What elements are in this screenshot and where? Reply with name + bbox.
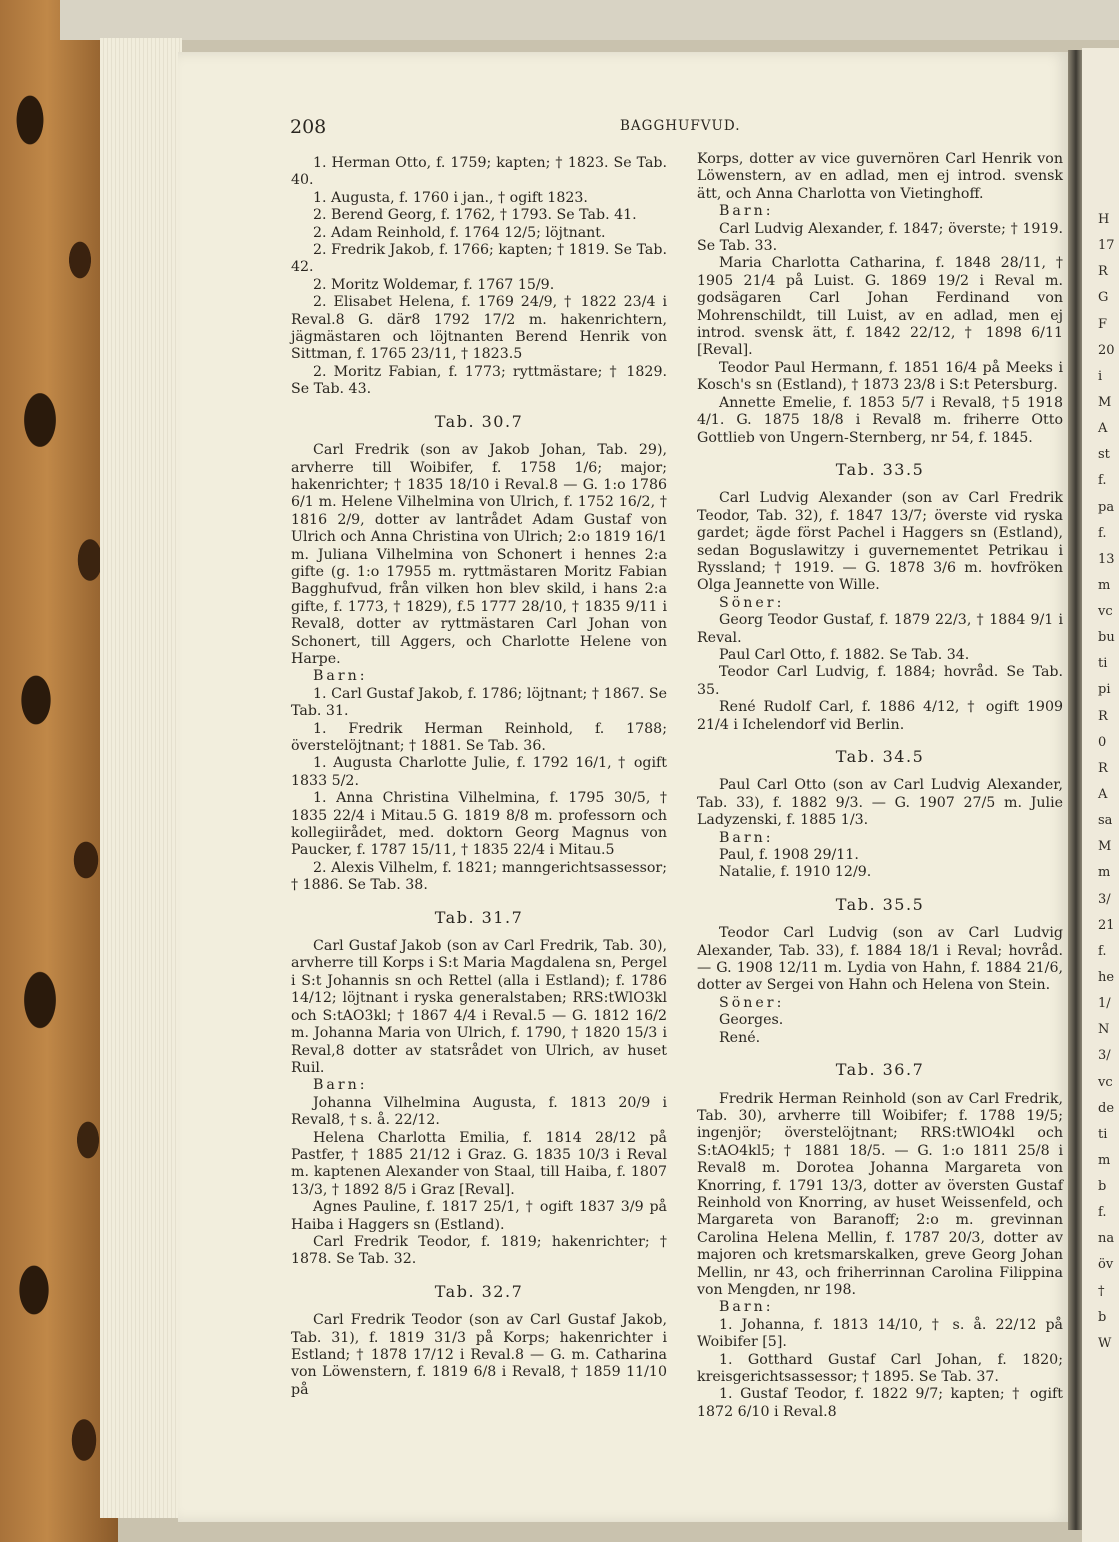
entry-paragraph: 1. Augusta Charlotte Julie, f. 1792 16/1, † ogift 1833 5/2. <box>291 755 667 789</box>
right-page-edge <box>1082 48 1119 1542</box>
entry-paragraph: 1. Fredrik Herman Reinhold, f. 1788; överstelöjtnant; † 1881. Se Tab. 36. <box>291 720 667 754</box>
right-page-fragment: R <box>1098 708 1108 724</box>
right-page-fragment: f. <box>1098 473 1107 489</box>
background-strip <box>60 0 1119 40</box>
right-page-fragment: 20 <box>1098 342 1115 358</box>
entry-paragraph: Teodor Carl Ludvig, f. 1884; hovråd. Se Tab. 35. <box>697 664 1063 698</box>
right-page-fragment: pi <box>1098 682 1111 698</box>
entry-paragraph: 2. Alexis Vilhelm, f. 1821; manngerichtsassessor; † 1886. Se Tab. 38. <box>291 859 667 894</box>
children-label: Barn: <box>313 1077 368 1094</box>
table-heading: Tab. 35.5 <box>835 894 925 914</box>
entry-paragraph: Carl Fredrik (son av Jakob Johan, Tab. 29), arvherre till Woibifer, f. 1758 1/6; major; hakenrichter; † 1835 18/10 i Reval.8 — G. 1:o 1786 6/1 m. Helene Vilhelmina von Ulrich, f. 1752 16/2, † 1816 2/9, dotter av lantrådet Adam Gustaf von Ulrich och Anna Christina von Ulrich; 2:o 1819 16/1 m. Juliana Vilhelmina von Schonert i hennes 2:a gifte (g. 1:o 17955 m. ryttmästaren Moritz Fabian Bagghufvud, från vilken hon blev skild, i hans 2:a gifte, f. 1773, † 1829), f.5 1777 28/10, † 1835 9/11 i Reval8, dotter av ryttmästaren Carl Johan von Schonert, till Aggers, och Charlotte Helene von Harpe. <box>291 442 667 667</box>
right-page-fragment: m <box>1098 1152 1111 1168</box>
right-page-fragment: 13 <box>1098 551 1115 567</box>
entry-paragraph: René Rudolf Carl, f. 1886 4/12, † ogift 1909 21/4 i Ichelendorf vid Berlin. <box>697 699 1063 733</box>
entry-paragraph: 1. Carl Gustaf Jakob, f. 1786; löjtnant; † 1867. Se Tab. 31. <box>291 685 667 720</box>
right-page-fragment: W <box>1098 1335 1112 1351</box>
page-number: 208 <box>290 116 327 138</box>
right-page-fragment: 21 <box>1098 917 1115 933</box>
right-page-fragment: M <box>1098 394 1112 410</box>
entry-paragraph: René. <box>719 1029 761 1046</box>
entry-paragraph: Carl Fredrik Teodor, f. 1819; hakenrichter; † 1878. Se Tab. 32. <box>291 1233 667 1268</box>
right-page-fragment: he <box>1098 969 1115 985</box>
right-page-fragment: H <box>1098 212 1110 227</box>
right-page-fragment: vc <box>1098 604 1113 620</box>
entry-paragraph: 1. Herman Otto, f. 1759; kapten; † 1823. Se Tab. 40. <box>291 155 667 189</box>
entry-paragraph: Fredrik Herman Reinhold (son av Carl Fredrik, Tab. 30), arvherre till Woibifer; f. 1788 19/5; ingenjör; överstelöjtnant; RRS:tWlO4kl och S:tAO4kl5; † 1881 18/5. — G. 1:o 1811 25/8 i Reval8 m. Dorotea Johanna Margareta von Knorring, f. 1791 13/3, dotter av översten Gustaf Reinhold von Knorring, av huset Weissenfeld, och Margareta von Baranoff; 2:o m. grevinnan Carolina Helena Mellin, f. 1787 20/3, dotter av majoren och kretsmarskalken, greve Georg Johan Mellin, nr 43, och friherrinnan Carolina Filippina von Mengden, nr 198. <box>697 1090 1063 1298</box>
table-heading: Tab. 32.7 <box>434 1281 524 1301</box>
right-page-fragment: A <box>1098 421 1108 437</box>
right-page-fragment: M <box>1098 839 1112 855</box>
right-page-fragment: na <box>1098 1231 1115 1247</box>
right-page-fragment: 3/ <box>1098 891 1111 907</box>
left-column <box>291 155 667 1399</box>
table-heading: Tab. 34.5 <box>835 747 925 766</box>
entry-paragraph: 2. Fredrik Jakob, f. 1766; kapten; † 1819. Se Tab. 42. <box>291 242 667 276</box>
entry-paragraph: Paul Carl Otto, f. 1882. Se Tab. 34. <box>719 646 970 663</box>
right-page-fragment: 3/ <box>1098 1048 1111 1064</box>
entry-paragraph: 2. Moritz Woldemar, f. 1767 15/9. <box>313 276 555 293</box>
entry-paragraph: Annette Emelie, f. 1853 5/7 i Reval8, †5 1918 4/1. G. 1875 18/8 i Reval8 m. friherre Otto Gottlieb von Ungern-Sternberg, nr 54, f. 1845. <box>697 394 1063 446</box>
children-label: Barn: <box>719 203 774 220</box>
entry-paragraph: 1. Augusta, f. 1760 i jan., † ogift 1823. <box>313 189 588 206</box>
right-page-fragment: ti <box>1098 656 1108 672</box>
entry-paragraph: Korps, dotter av vice guvernören Carl Henrik von Löwenstern, av en adlad, men ej introd. svensk ätt, och Anna Charlotta von Vietinghoff. <box>697 151 1063 202</box>
right-page-fragment: G <box>1098 290 1109 306</box>
table-heading: Tab. 31.7 <box>434 907 524 927</box>
children-label: Söner: <box>719 994 785 1011</box>
right-page-fragment: öv <box>1098 1257 1114 1273</box>
children-label: Barn: <box>313 668 368 685</box>
entry-paragraph: Paul, f. 1908 29/11. <box>719 847 859 864</box>
entry-paragraph: Teodor Paul Hermann, f. 1851 16/4 på Meeks i Kosch's sn (Estland), † 1873 23/8 i S:t Petersburg. <box>697 359 1063 394</box>
table-heading: Tab. 36.7 <box>835 1060 925 1080</box>
entry-paragraph: 1. Gustaf Teodor, f. 1822 9/7; kapten; † ogift 1872 6/10 i Reval.8 <box>697 1386 1063 1420</box>
entry-paragraph: Maria Charlotta Catharina, f. 1848 28/11, † 1905 21/4 på Luist. G. 1869 19/2 i Reval m. godsägaren Carl Johan Ferdinand von Mohrenschildt, till Luist, av en adlad, men ej introd. svensk ätt, f. 1842 22/12, † 1898 6/11 [Reval]. <box>697 255 1063 359</box>
right-page-fragment: † <box>1098 1283 1105 1299</box>
entry-paragraph: Paul Carl Otto (son av Carl Ludvig Alexander, Tab. 33), f. 1882 9/3. — G. 1907 27/5 m. Julie Ladyzenski, f. 1885 1/3. <box>697 777 1063 829</box>
entry-paragraph: Johanna Vilhelmina Augusta, f. 1813 20/9 i Reval8, † s. å. 22/12. <box>291 1094 667 1129</box>
right-page-fragment: b <box>1098 1309 1107 1325</box>
right-page-fragment: A <box>1098 787 1108 802</box>
entry-paragraph: Georges. <box>719 1012 784 1029</box>
right-page-fragment: sa <box>1098 813 1113 829</box>
entry-paragraph: Helena Charlotta Emilia, f. 1814 28/12 på Pastfer, † 1885 21/12 i Graz. G. 1835 10/3 i Reval m. kaptenen Alexander von Staal, till Haiba, f. 1807 13/3, † 1892 8/5 i Graz [Reval]. <box>291 1129 667 1198</box>
entry-paragraph: Natalie, f. 1910 12/9. <box>719 864 872 881</box>
right-page-fragment: f. <box>1098 943 1107 959</box>
right-page-fragment: N <box>1098 1022 1110 1038</box>
right-page-fragment: st <box>1098 447 1110 463</box>
children-label: Barn: <box>719 829 774 846</box>
entry-paragraph: 1. Johanna, f. 1813 14/10, † s. å. 22/12 på Woibifer [5]. <box>697 1316 1063 1351</box>
entry-paragraph: Carl Gustaf Jakob (son av Carl Fredrik, Tab. 30), arvherre till Korps i S:t Maria Magdalena sn, Pergel i S:t Johannis sn och Rettel (alla i Estland); f. 1786 14/12; löjtnant i ryska generalstaben; RRS:tWlO3kl och S:tAO3kl; † 1867 4/4 i Reval.5 — G. 1812 16/2 m. Johanna Maria von Ulrich, f. 1790, † 1820 15/3 i Reval,8 dotter av statsrådet von Ulrich, av huset Ruil. <box>291 938 667 1076</box>
entry-paragraph: 1. Gotthard Gustaf Carl Johan, f. 1820; kreisgerichtsassessor; † 1895. Se Tab. 37. <box>697 1351 1063 1385</box>
entry-paragraph: 2. Elisabet Helena, f. 1769 24/9, † 1822 23/4 i Reval.8 G. där8 1792 17/2 m. hakenrichtern, jägmästaren och löjtnanten Berend Henrik von Sittman, f. 1765 23/11, † 1823.5 <box>291 294 667 363</box>
right-page-fragment: m <box>1098 577 1111 593</box>
page-edges <box>100 38 182 1518</box>
entry-paragraph: 2. Moritz Fabian, f. 1773; ryttmästare; † 1829. Se Tab. 43. <box>291 363 667 398</box>
right-page-fragment: pa <box>1098 499 1115 515</box>
right-page-fragment: ti <box>1098 1126 1108 1142</box>
right-page-fragment: i <box>1098 368 1103 384</box>
right-page-fragment: F <box>1098 316 1108 332</box>
right-page-fragment: f. <box>1098 1205 1107 1221</box>
children-label: Söner: <box>719 594 785 611</box>
right-page-fragment: b <box>1098 1179 1107 1195</box>
entry-paragraph: Georg Teodor Gustaf, f. 1879 22/3, † 1884 9/1 i Reval. <box>697 612 1063 646</box>
right-page-fragment: bu <box>1098 630 1115 646</box>
entry-paragraph: 2. Adam Reinhold, f. 1764 12/5; löjtnant. <box>313 224 606 241</box>
right-page-fragment: m <box>1098 865 1111 881</box>
right-page-fragment: de <box>1098 1100 1115 1116</box>
right-page-fragment: f. <box>1098 525 1107 541</box>
right-page-fragment: R <box>1098 760 1108 776</box>
running-head: BAGGHUFVUD. <box>620 118 741 134</box>
right-column <box>697 151 1063 1421</box>
right-page-fragment: R <box>1098 264 1108 280</box>
right-page-fragment: 17 <box>1098 238 1115 254</box>
table-heading: Tab. 33.5 <box>835 459 925 479</box>
entry-paragraph: Teodor Carl Ludvig (son av Carl Ludvig Alexander, Tab. 33), f. 1884 18/1 i Reval; hovråd. — G. 1908 12/11 m. Lydia von Hahn, f. 1884 21/6, dotter av Sergei von Hahn och Helena von Stein. <box>697 925 1063 994</box>
entry-paragraph: 1. Anna Christina Vilhelmina, f. 1795 30/5, † 1835 22/4 i Mitau.5 G. 1819 8/8 m. professorn och kollegiirådet, med. doktorn Georg Magnus von Paucker, f. 1787 15/11, † 1835 22/4 i Mitau.5 <box>291 790 667 859</box>
entry-paragraph: Carl Fredrik Teodor (son av Carl Gustaf Jakob, Tab. 31), f. 1819 31/3 på Korps; hakenrichter i Estland; † 1878 17/12 i Reval.8 — G. m. Catharina von Löwenstern, f. 1819 6/8 i Reval8, † 1859 11/10 på <box>291 1312 667 1398</box>
children-label: Barn: <box>719 1299 774 1316</box>
right-page-fragment: 0 <box>1098 734 1107 750</box>
entry-paragraph: Carl Ludvig Alexander (son av Carl Fredrik Teodor, Tab. 32), f. 1847 13/7; överste vid ryska gardet; ägde först Pachel i Haggers sn (Estland), sedan Boguslawitzy i guvernementet Petrikau i Ryssland; † 1919. — G. 1878 3/6 m. hovfröken Olga Jeannette von Wille. <box>697 490 1063 594</box>
entry-paragraph: Agnes Pauline, f. 1817 25/1, † ogift 1837 3/9 på Haiba i Haggers sn (Estland). <box>291 1199 667 1233</box>
entry-paragraph: Carl Ludvig Alexander, f. 1847; överste; † 1919. Se Tab. 33. <box>697 220 1063 255</box>
entry-paragraph: 2. Berend Georg, f. 1762, † 1793. Se Tab. 41. <box>313 207 637 224</box>
table-heading: Tab. 30.7 <box>434 411 524 431</box>
right-page-fragment: vc <box>1098 1074 1113 1090</box>
right-page-fragment: 1/ <box>1098 996 1111 1012</box>
